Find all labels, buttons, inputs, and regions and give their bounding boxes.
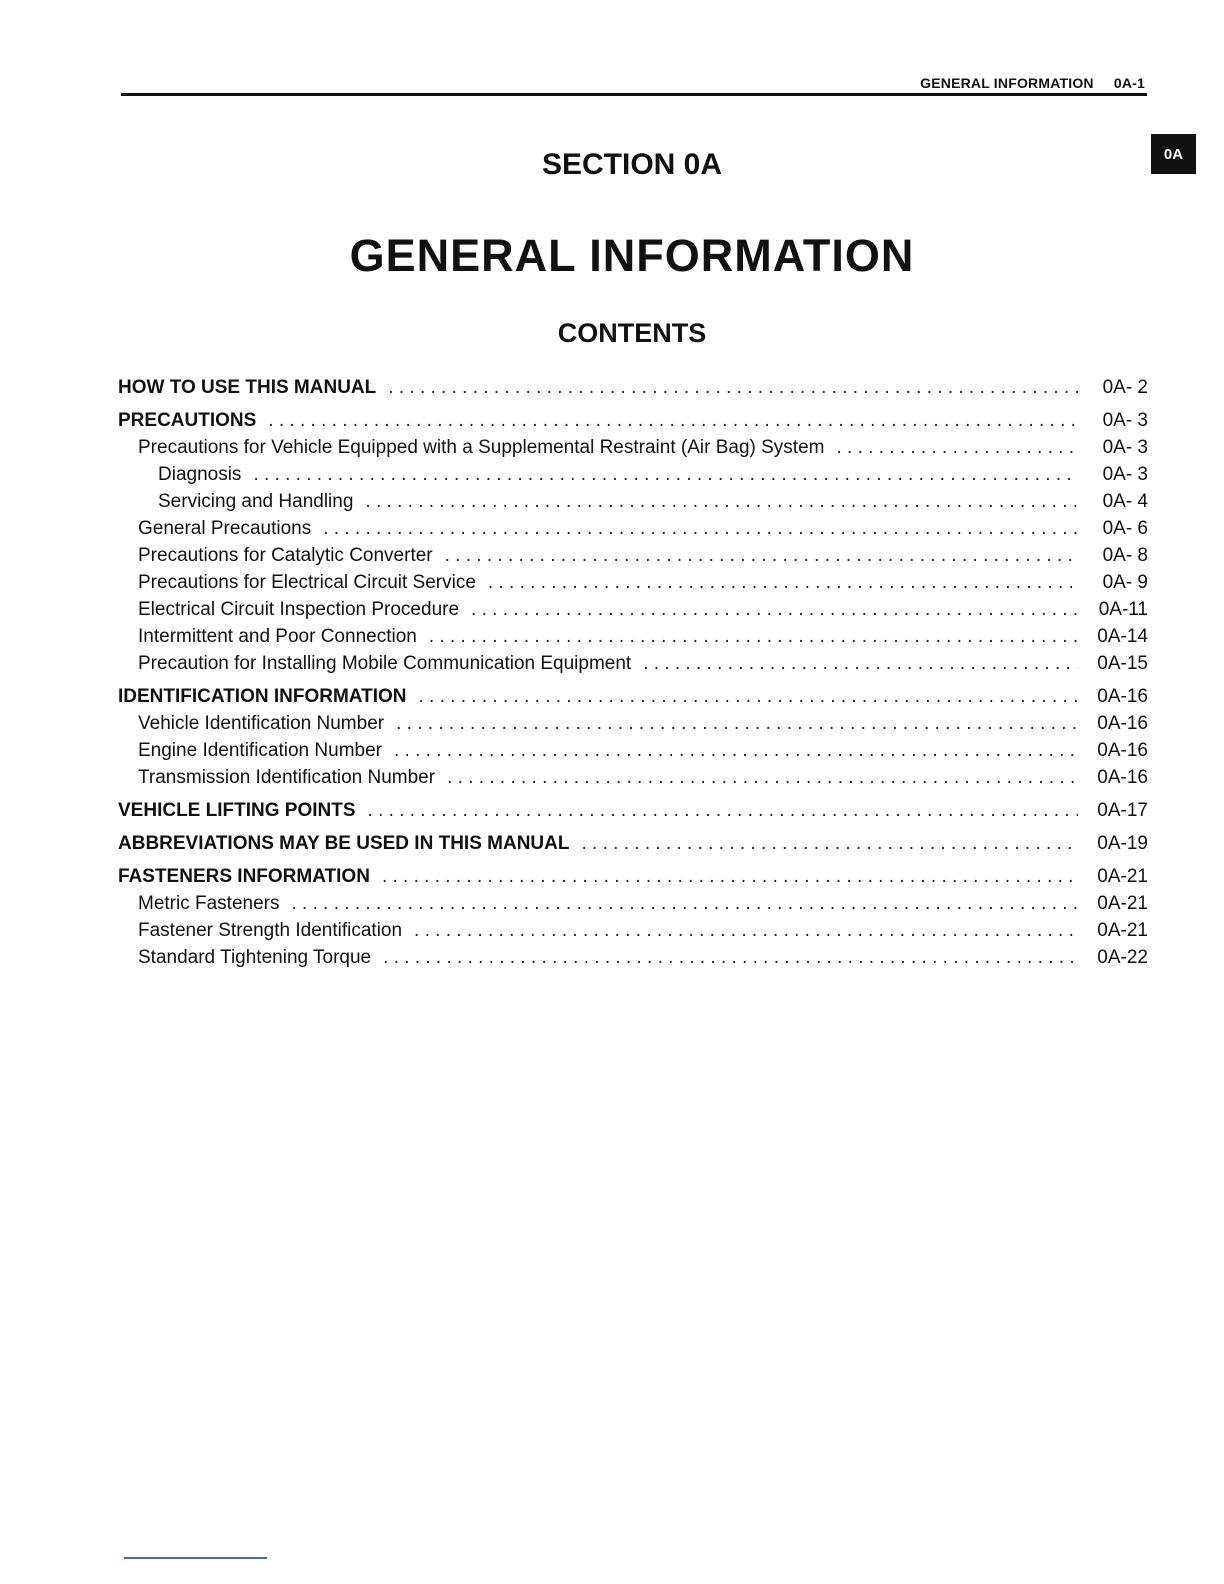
toc-entry-page: 0A-19 — [1097, 833, 1148, 854]
toc-entry-label: Servicing and Handling — [158, 491, 354, 512]
running-title: GENERAL INFORMATION — [920, 75, 1094, 91]
toc-entry-label: Precautions for Electrical Circuit Service — [138, 572, 476, 593]
dot-leader — [365, 488, 1078, 515]
toc-entry-page: 0A- 3 — [1102, 464, 1148, 485]
toc-entry-page: 0A-16 — [1097, 767, 1148, 788]
dot-leader — [445, 542, 1078, 569]
toc-entry[interactable] — [118, 890, 1148, 917]
header-rule — [121, 93, 1147, 96]
toc-entry-page: 0A-21 — [1097, 893, 1148, 914]
toc-entry-label: Intermittent and Poor Connection — [138, 626, 417, 647]
toc-entry-label: Vehicle Identification Number — [138, 713, 385, 734]
toc-entry-page: 0A- 2 — [1102, 377, 1148, 398]
toc-entry-page: 0A- 3 — [1102, 437, 1148, 458]
toc-entry-page: 0A-16 — [1097, 713, 1148, 734]
running-header — [0, 75, 1145, 91]
toc-entry-page: 0A-11 — [1098, 599, 1148, 620]
toc-entry-label: Precaution for Installing Mobile Communication Equipment — [138, 653, 632, 674]
toc-entry[interactable] — [118, 797, 1148, 824]
dot-leader — [382, 863, 1078, 890]
section-tab: 0A — [1151, 134, 1196, 174]
toc-entry-label: HOW TO USE THIS MANUAL — [118, 377, 377, 398]
section-label: SECTION 0A — [541, 148, 723, 181]
toc-entry-label: Transmission Identification Number — [138, 767, 436, 788]
dot-leader — [383, 944, 1078, 971]
table-of-contents — [118, 368, 1148, 971]
toc-entry[interactable] — [118, 407, 1148, 434]
toc-entry[interactable] — [118, 737, 1148, 764]
dot-leader — [291, 890, 1078, 917]
toc-entry-label: Standard Tightening Torque — [138, 947, 372, 968]
toc-entry-label: IDENTIFICATION INFORMATION — [118, 686, 407, 707]
page-title: GENERAL INFORMATION — [349, 230, 915, 281]
dot-leader — [414, 917, 1078, 944]
toc-entry[interactable] — [118, 863, 1148, 890]
toc-entry-label: Engine Identification Number — [138, 740, 382, 761]
toc-entry-page: 0A- 9 — [1102, 572, 1148, 593]
toc-entry-label: Electrical Circuit Inspection Procedure — [138, 599, 460, 620]
toc-entry-label: PRECAUTIONS — [118, 410, 257, 431]
toc-entry-label: Precautions for Catalytic Converter — [138, 545, 433, 566]
toc-entry-label: VEHICLE LIFTING POINTS — [118, 800, 356, 821]
toc-entry-page: 0A-17 — [1097, 800, 1148, 821]
toc-entry-page: 0A- 3 — [1102, 410, 1148, 431]
toc-entry[interactable] — [118, 596, 1148, 623]
toc-entry-label: Fastener Strength Identification — [138, 920, 403, 941]
dot-leader — [394, 737, 1078, 764]
dot-leader — [836, 434, 1078, 461]
toc-entry[interactable] — [118, 515, 1148, 542]
toc-entry[interactable] — [118, 374, 1148, 401]
toc-entry-page: 0A-21 — [1097, 866, 1148, 887]
toc-entry-label: Diagnosis — [158, 464, 242, 485]
toc-entry-label: FASTENERS INFORMATION — [118, 866, 370, 887]
toc-entry[interactable] — [118, 683, 1148, 710]
toc-entry[interactable] — [118, 623, 1148, 650]
toc-entry-label: General Precautions — [138, 518, 312, 539]
toc-entry[interactable] — [118, 944, 1148, 971]
toc-entry[interactable] — [118, 434, 1148, 461]
dot-leader — [643, 650, 1078, 677]
contents-heading: CONTENTS — [557, 318, 707, 348]
toc-entry-label: Metric Fasteners — [138, 893, 280, 914]
dot-leader — [388, 374, 1078, 401]
toc-entry-page: 0A-16 — [1097, 686, 1148, 707]
dot-leader — [368, 797, 1078, 824]
dot-leader — [268, 407, 1078, 434]
footer-rule — [124, 1557, 267, 1559]
toc-entry[interactable] — [118, 461, 1148, 488]
toc-entry[interactable] — [118, 569, 1148, 596]
toc-entry-label: ABBREVIATIONS MAY BE USED IN THIS MANUAL — [118, 833, 570, 854]
toc-entry[interactable] — [118, 650, 1148, 677]
toc-entry-page: 0A-21 — [1097, 920, 1148, 941]
toc-entry-page: 0A- 6 — [1102, 518, 1148, 539]
toc-entry-page: 0A-14 — [1097, 626, 1148, 647]
toc-entry-page: 0A-15 — [1097, 653, 1148, 674]
toc-entry[interactable] — [118, 710, 1148, 737]
dot-leader — [581, 830, 1078, 857]
dot-leader — [323, 515, 1078, 542]
dot-leader — [253, 461, 1078, 488]
dot-leader — [488, 569, 1078, 596]
toc-entry[interactable] — [118, 830, 1148, 857]
dot-leader — [419, 683, 1079, 710]
toc-entry-page: 0A-22 — [1097, 947, 1148, 968]
dot-leader — [447, 764, 1078, 791]
toc-entry[interactable] — [118, 917, 1148, 944]
toc-entry-page: 0A-16 — [1097, 740, 1148, 761]
dot-leader — [429, 623, 1078, 650]
toc-entry[interactable] — [118, 764, 1148, 791]
toc-entry[interactable] — [118, 488, 1148, 515]
dot-leader — [396, 710, 1078, 737]
toc-entry-page: 0A- 4 — [1102, 491, 1148, 512]
dot-leader — [471, 596, 1078, 623]
toc-entry-label: Precautions for Vehicle Equipped with a Supplemental Restraint (Air Bag) System — [138, 437, 825, 458]
toc-entry[interactable] — [118, 542, 1148, 569]
toc-entry-page: 0A- 8 — [1102, 545, 1148, 566]
page-number: 0A-1 — [1113, 75, 1145, 91]
